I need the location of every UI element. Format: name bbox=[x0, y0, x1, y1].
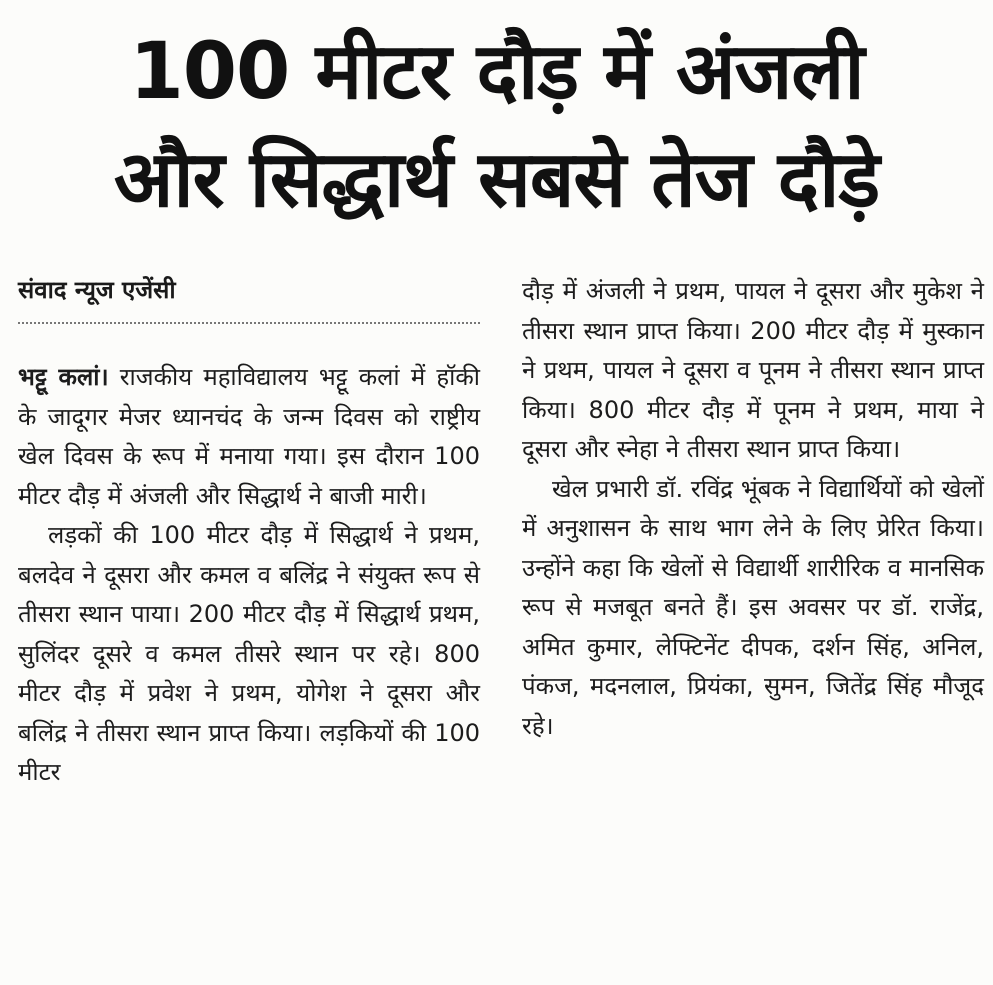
headline-line-2: और सिद्धार्थ सबसे तेज दौड़े bbox=[113, 135, 880, 225]
byline-divider bbox=[18, 322, 480, 324]
article-paragraph-4: खेल प्रभारी डॉ. रविंद्र भूंबक ने विद्यार्थियों को खेलों में अनुशासन के साथ भाग लेने के लिए प्रेरित किया। उन्होंने कहा कि खेलों से विद्यार्थी शारीरिक व मानसिक रूप से मजबूत बनते हैं। इस अवसर पर डॉ. राजेंद्र, अमित कुमार, लेफ्टिनेंट दीपक, दर्शन सिंह, अनिल, पंकज, मदनलाल, प्रियंका, सुमन, जितेंद्र सिंह मौजूद रहे। bbox=[522, 474, 984, 740]
article-paragraph-1 bbox=[18, 358, 480, 516]
article-paragraph-3: दौड़ में अंजली ने प्रथम, पायल ने दूसरा और मुकेश ने तीसरा स्थान प्राप्त किया। 200 मीटर दौड़ में मुस्कान ने प्रथम, पायल ने दूसरा व पूनम ने तीसरा स्थान प्राप्त किया। 800 मीटर दौड़ में पूनम ने प्रथम, माया ने दूसरा और स्नेहा ने तीसरा स्थान प्राप्त किया। bbox=[522, 277, 984, 463]
headline-line-1: 100 मीटर दौड़ में अंजली bbox=[129, 27, 864, 117]
article-column-right bbox=[522, 272, 984, 746]
paragraph-1-text: राजकीय महाविद्यालय भट्टू कलां में हॉकी के जादूगर मेजर ध्यानचंद के जन्म दिवस को राष्ट्रीय खेल दिवस के रूप में मनाया गया। इस दौरान 100 मीटर दौड़ में अंजली और सिद्धार्थ ने बाजी मारी। bbox=[18, 363, 480, 510]
article-paragraph-2: लड़कों की 100 मीटर दौड़ में सिद्धार्थ ने प्रथम, बलदेव ने दूसरा और कमल व बलिंद्र ने संयुक्त रूप से तीसरा स्थान पाया। 200 मीटर दौड़ में सिद्धार्थ प्रथम, सुलिंदर दूसरे व कमल तीसरे स्थान पर रहे। 800 मीटर दौड़ में प्रवेश ने प्रथम, योगेश ने दूसरा और बलिंद्र ने तीसरा स्थान प्राप्त किया। लड़कियों की 100 मीटर bbox=[18, 521, 480, 786]
byline: संवाद न्यूज एजेंसी bbox=[18, 276, 176, 304]
dateline: भट्टू कलां। bbox=[18, 363, 109, 391]
article-column-left bbox=[18, 358, 480, 793]
